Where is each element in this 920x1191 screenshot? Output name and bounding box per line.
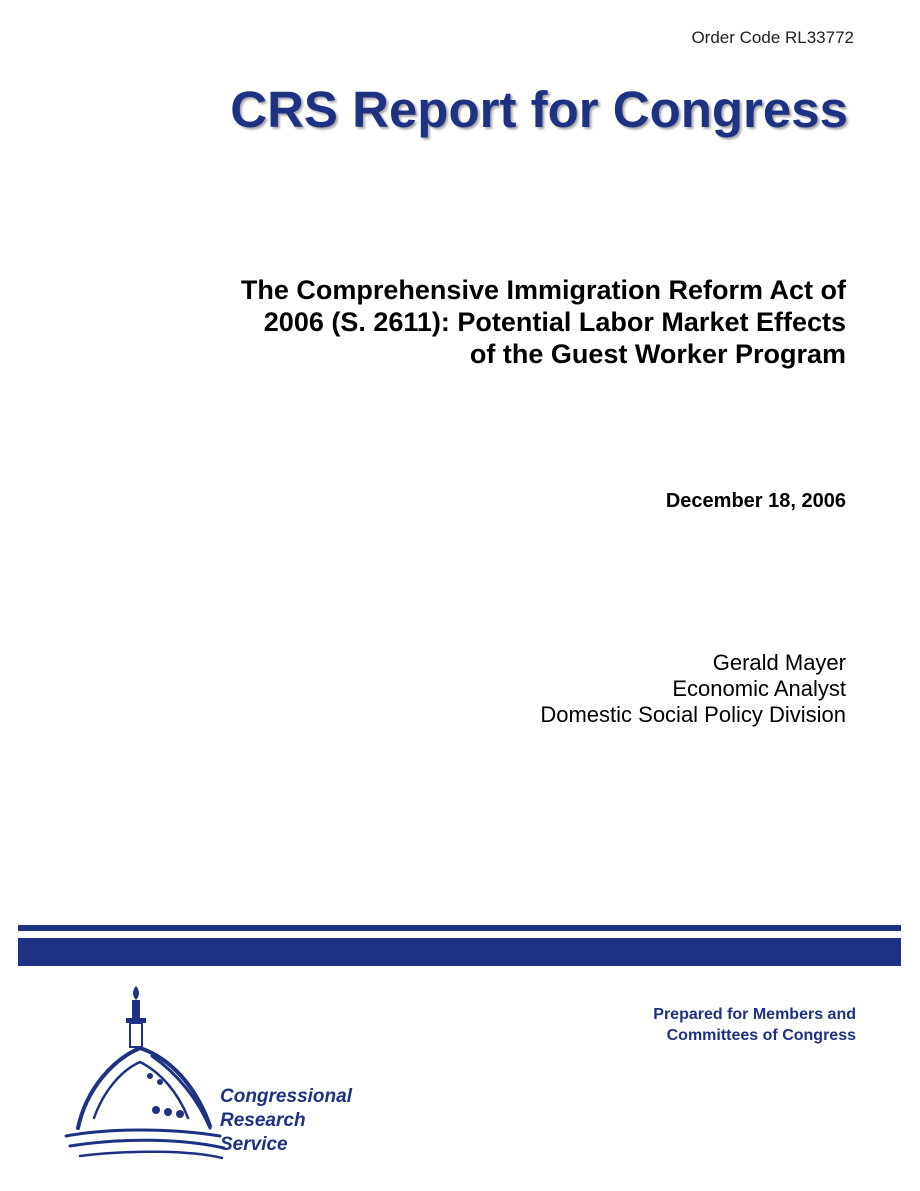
divider-thin bbox=[18, 925, 901, 931]
order-code: Order Code RL33772 bbox=[691, 28, 854, 47]
report-header-title: CRS Report for Congress bbox=[230, 81, 848, 138]
logo-line-3: Service bbox=[220, 1134, 288, 1155]
prepared-line-2: Committees of Congress bbox=[666, 1027, 856, 1044]
divider-thick bbox=[18, 938, 901, 966]
crs-logo-text bbox=[220, 1085, 352, 1157]
author-name: Gerald Mayer bbox=[712, 650, 846, 675]
author-division: Domestic Social Policy Division bbox=[540, 702, 846, 727]
author-block bbox=[540, 650, 846, 728]
title-line-2: 2006 (S. 2611): Potential Labor Market Effects bbox=[263, 307, 846, 337]
title-line-3: of the Guest Worker Program bbox=[469, 339, 846, 369]
prepared-line-1: Prepared for Members and bbox=[653, 1006, 856, 1023]
author-position: Economic Analyst bbox=[672, 676, 846, 701]
prepared-for-note bbox=[653, 1004, 856, 1046]
title-line-1: The Comprehensive Immigration Reform Act of bbox=[240, 275, 846, 305]
logo-line-1: Congressional bbox=[220, 1086, 352, 1107]
report-title bbox=[146, 274, 846, 370]
logo-line-2: Research bbox=[220, 1110, 306, 1131]
report-date: December 18, 2006 bbox=[665, 490, 846, 512]
